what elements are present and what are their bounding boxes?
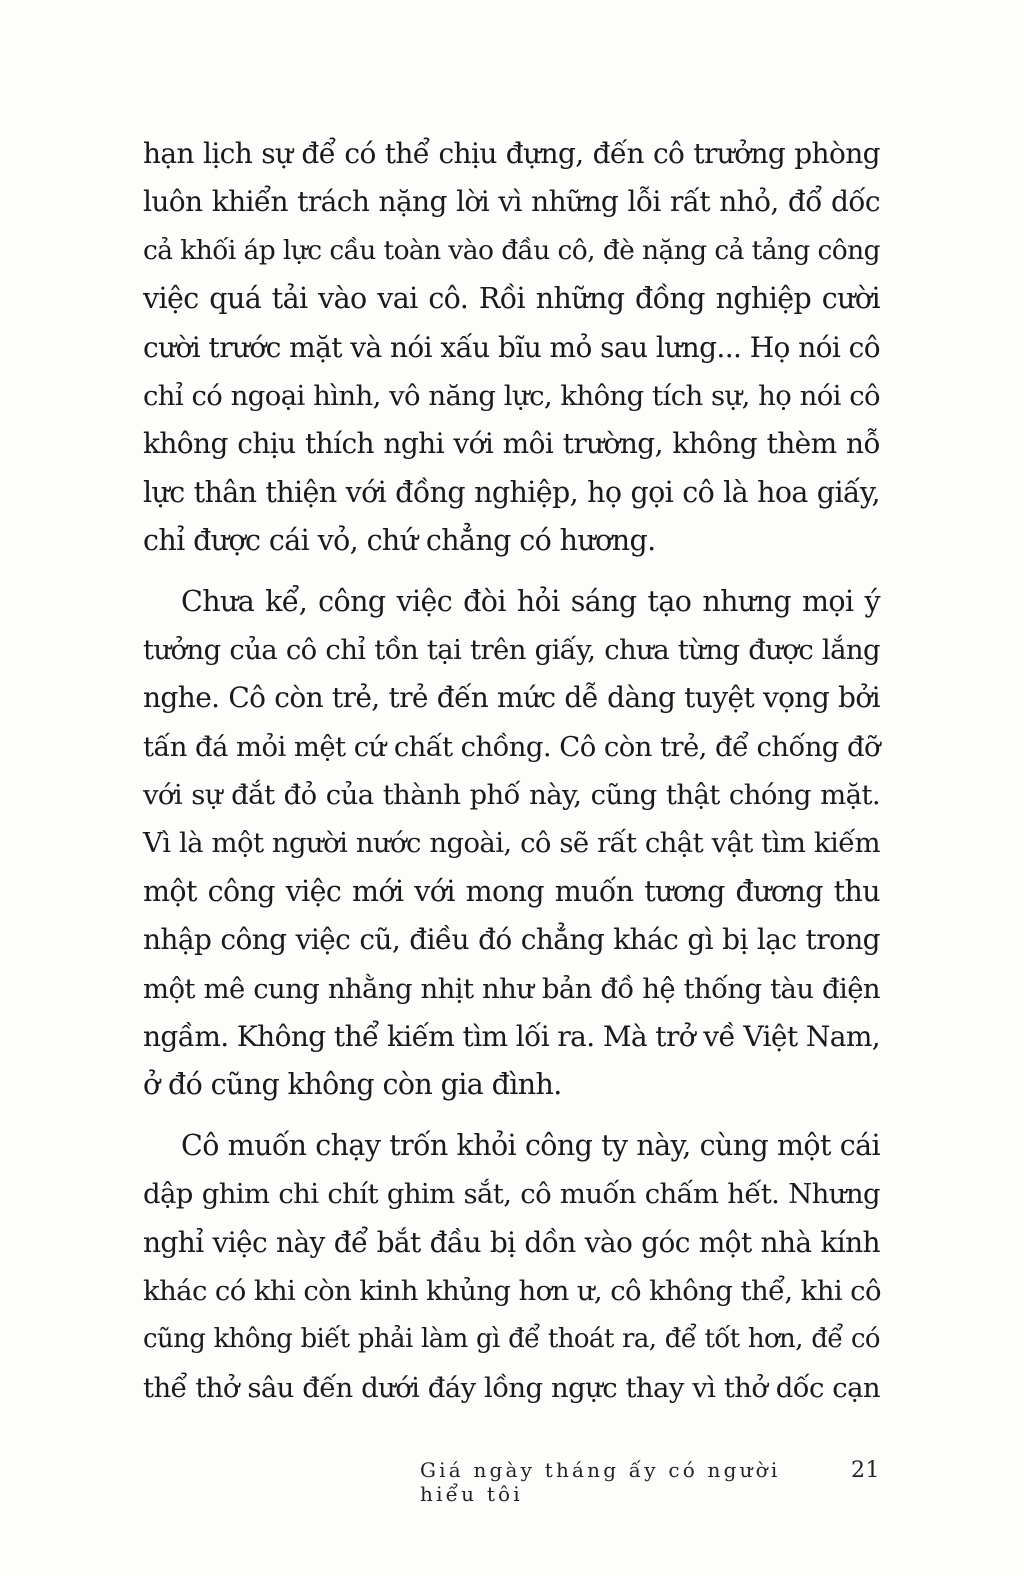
text-line: dập ghim chi chít ghim sắt, cô muốn chấm hết. Nhưng	[143, 1178, 880, 1211]
text-line: cũng không biết phải làm gì để thoát ra, để tốt hơn, để có	[143, 1324, 880, 1355]
paragraph	[143, 130, 880, 566]
page-number: 21	[851, 1458, 880, 1483]
text-line: một công việc mới với mong muốn tương đương thu	[143, 874, 880, 908]
paragraph	[143, 578, 880, 1110]
text-line: Vì là một người nước ngoài, cô sẽ rất chật vật tìm kiếm	[143, 827, 880, 860]
text-line: Chưa kể, công việc đòi hỏi sáng tạo nhưng mọi ý	[181, 584, 880, 618]
text-line: chỉ có ngoại hình, vô năng lực, không tích sự, họ nói cô	[143, 379, 880, 412]
text-line: ngầm. Không thể kiếm tìm lối ra. Mà trở về Việt Nam,	[143, 1020, 881, 1054]
text-line: việc quá tải vào vai cô. Rồi những đồng nghiệp cười	[143, 282, 880, 316]
text-line: thể thở sâu đến dưới đáy lồng ngực thay vì thở dốc cạn	[143, 1371, 880, 1404]
running-footer	[420, 1458, 880, 1506]
paragraph-gap	[143, 566, 880, 578]
text-line: cười trước mặt và nói xấu bĩu mỏ sau lưng... Họ nói cô	[143, 330, 880, 364]
text-line: nghe. Cô còn trẻ, trẻ đến mức dễ dàng tuyệt vọng bởi	[143, 681, 880, 715]
text-line: ở đó cũng không còn gia đình.	[143, 1068, 562, 1102]
text-line: lực thân thiện với đồng nghiệp, họ gọi cô là hoa giấy,	[143, 475, 880, 509]
text-line: tưởng của cô chỉ tồn tại trên giấy, chưa từng được lắng	[143, 633, 880, 666]
text-line: không chịu thích nghi với môi trường, không thèm nỗ	[143, 427, 880, 461]
paragraph-gap	[143, 1110, 880, 1122]
text-line: Cô muốn chạy trốn khỏi công ty này, cùng một cái	[181, 1128, 880, 1162]
book-title: Giá ngày tháng ấy có người hiểu tôi	[420, 1458, 781, 1506]
text-line: khác có khi còn kinh khủng hơn ư, cô không thể, khi cô	[143, 1274, 881, 1307]
text-line: chỉ được cái vỏ, chứ chẳng có hương.	[143, 524, 656, 558]
body-text	[143, 130, 880, 1412]
text-line: nghỉ việc này để bắt đầu bị dồn vào góc một nhà kính	[143, 1225, 880, 1259]
text-line: luôn khiển trách nặng lời vì những lỗi rất nhỏ, đổ dốc	[143, 185, 880, 219]
paragraph	[143, 1122, 880, 1412]
text-line: nhập công việc cũ, điều đó chẳng khác gì bị lạc trong	[143, 923, 880, 957]
text-line: cả khối áp lực cầu toàn vào đầu cô, đè nặng cả tảng công	[143, 234, 880, 266]
text-line: tấn đá mỏi mệt cứ chất chồng. Cô còn trẻ, để chống đỡ	[143, 730, 880, 763]
text-line: một mê cung nhằng nhịt như bản đồ hệ thống tàu điện	[143, 972, 880, 1005]
text-line: với sự đắt đỏ của thành phố này, cũng thật chóng mặt.	[143, 779, 880, 812]
text-line: hạn lịch sự để có thể chịu đựng, đến cô trưởng phòng	[143, 137, 880, 170]
